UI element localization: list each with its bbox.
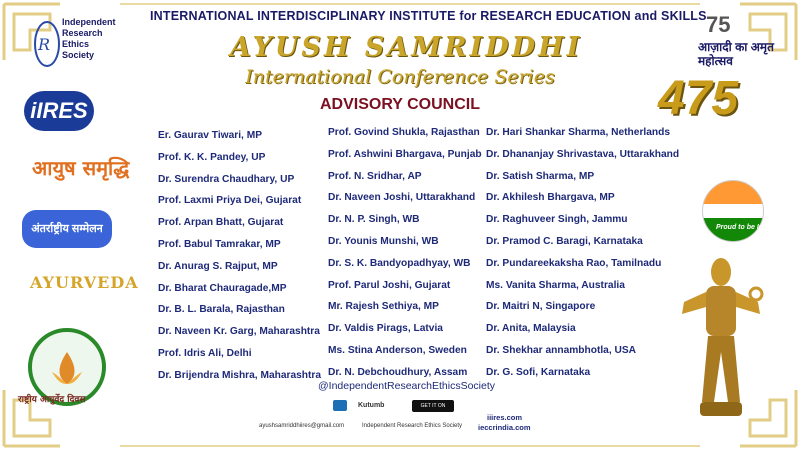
kutumb-app-link[interactable]: Kutumb bbox=[358, 402, 385, 409]
advisor-name: Dr. Pramod C. Baragi, Karnataka bbox=[486, 235, 643, 247]
advisor-name: Prof. Ashwini Bhargava, Punjab bbox=[328, 148, 482, 160]
advisor-name: Prof. Babul Tamrakar, MP bbox=[158, 238, 281, 250]
advisor-name: Dr. Valdis Pirags, Latvia bbox=[328, 323, 443, 335]
advisors-column-2 bbox=[328, 122, 482, 384]
event-title: AYUSH SAMRIDDHI bbox=[230, 32, 583, 63]
proud-indian-text: Proud to be Indian bbox=[716, 224, 778, 231]
ires-logo-text bbox=[62, 17, 116, 61]
ires-line: Ethics bbox=[62, 39, 90, 49]
advisor-name: Prof. Parul Joshi, Gujarat bbox=[328, 279, 451, 291]
website-link-iiires[interactable]: iiires.com bbox=[487, 413, 523, 422]
advisor-name: Ms. Vanita Sharma, Australia bbox=[486, 279, 625, 291]
advisor-name: Er. Gaurav Tiwari, MP bbox=[158, 130, 262, 141]
azadi-75-logo: 75 bbox=[706, 12, 731, 37]
social-handle[interactable]: @IndependentResearchEthicsSociety bbox=[318, 380, 496, 392]
advisor-name: Dr. N. P. Singh, WB bbox=[328, 214, 420, 226]
ires-line: Research bbox=[62, 28, 103, 38]
advisor-name: Dr. Anita, Malaysia bbox=[486, 323, 576, 335]
advisor-name: Prof. Govind Shukla, Rajasthan bbox=[328, 127, 480, 138]
advisor-name: Prof. Arpan Bhatt, Gujarat bbox=[158, 217, 284, 229]
society-name: Independent Research Ethics Society bbox=[362, 423, 463, 429]
deity-statue-icon bbox=[676, 252, 766, 432]
advisor-name: Dr. Naveen Joshi, Uttarakhand bbox=[328, 192, 476, 204]
website-link-ieccrindia[interactable]: ieccrindia.com bbox=[478, 423, 531, 432]
ires-line: Society bbox=[62, 50, 95, 60]
advisor-name: Dr. Dhananjay Shrivastava, Uttarakhand bbox=[486, 148, 680, 160]
advisor-name: Dr. G. Sofi, Karnataka bbox=[486, 366, 591, 378]
advisor-name: Prof. Idris Ali, Delhi bbox=[158, 347, 252, 359]
advisor-name: Prof. Laxmi Priya Dei, Gujarat bbox=[158, 195, 302, 207]
mail-icon[interactable] bbox=[333, 400, 347, 411]
ayurveda-logo: AYURVEDA bbox=[30, 273, 139, 292]
organization-title: INTERNATIONAL INTERDISCIPLINARY INSTITUTE for RESEARCH EDUCATION and SKILLS bbox=[150, 9, 707, 23]
conference-series-hindi-logo: अंतर्राष्ट्रीय सम्मेलन श्रृंखला bbox=[22, 210, 112, 248]
ayush-samriddhi-hindi-logo: आयुष समृद्धि bbox=[32, 156, 130, 180]
advisor-name: Dr. S. K. Bandyopadhyay, WB bbox=[328, 257, 471, 269]
svg-text:R: R bbox=[38, 35, 51, 54]
advisor-name: Dr. Satish Sharma, MP bbox=[486, 170, 595, 182]
advisors-column-3 bbox=[486, 122, 679, 384]
india-flag-icon bbox=[702, 180, 764, 242]
advisor-name: Mr. Rajesh Sethiya, MP bbox=[328, 301, 439, 313]
ires-logo bbox=[32, 14, 62, 74]
ayurveda-day-caption: राष्ट्रीय आयुर्वेद दिवस bbox=[18, 395, 86, 405]
advisor-name: Dr. Bharat Chauragade,MP bbox=[158, 282, 287, 294]
iires-logo: iIRES bbox=[24, 91, 94, 131]
advisor-name: Dr. Maitri N, Singapore bbox=[486, 301, 596, 313]
advisor-name: Dr. N. Debchoudhury, Assam bbox=[328, 366, 468, 378]
advisor-name: Dr. Hari Shankar Sharma, Netherlands bbox=[486, 127, 671, 138]
advisor-name: Dr. Naveen Kr. Garg, Maharashtra bbox=[158, 326, 320, 338]
advisor-name: Dr. Younis Munshi, WB bbox=[328, 235, 439, 247]
advisor-name: Dr. Surendra Chaudhary, UP bbox=[158, 173, 295, 185]
advisor-name: Prof. N. Sridhar, AP bbox=[328, 170, 422, 182]
ires-line: Independent bbox=[62, 17, 116, 27]
advisors-column-1 bbox=[158, 125, 321, 387]
advisor-name: Dr. B. L. Barala, Rajasthan bbox=[158, 304, 285, 316]
advisor-name: Dr. Akhilesh Bhargava, MP bbox=[486, 192, 615, 204]
advisory-council-heading: ADVISORY COUNCIL bbox=[319, 96, 480, 113]
advisor-name: Ms. Stina Anderson, Sweden bbox=[328, 344, 467, 356]
advisor-name: Dr. Anurag S. Rajput, MP bbox=[158, 260, 278, 272]
advisor-name: Dr. Brijendra Mishra, Maharashtra bbox=[158, 369, 322, 381]
advisor-name: Prof. K. K. Pandey, UP bbox=[158, 151, 266, 163]
series-title: International Conference Series bbox=[245, 66, 555, 88]
advisor-name: Dr. Shekhar annambhotla, USA bbox=[486, 344, 637, 356]
contact-email[interactable]: ayushsamriddhiires@gmail.com bbox=[259, 423, 345, 429]
advisor-name: Dr. Pundareekaksha Rao, Tamilnadu bbox=[486, 257, 662, 269]
event-number: 475 bbox=[658, 72, 739, 125]
azadi-amrit-mahotsav-text: आज़ादी का अमृत महोत्सव bbox=[698, 40, 774, 68]
advisor-name: Dr. Raghuveer Singh, Jammu bbox=[486, 214, 628, 226]
google-play-badge[interactable]: GET IT ON Google Play bbox=[412, 400, 454, 412]
